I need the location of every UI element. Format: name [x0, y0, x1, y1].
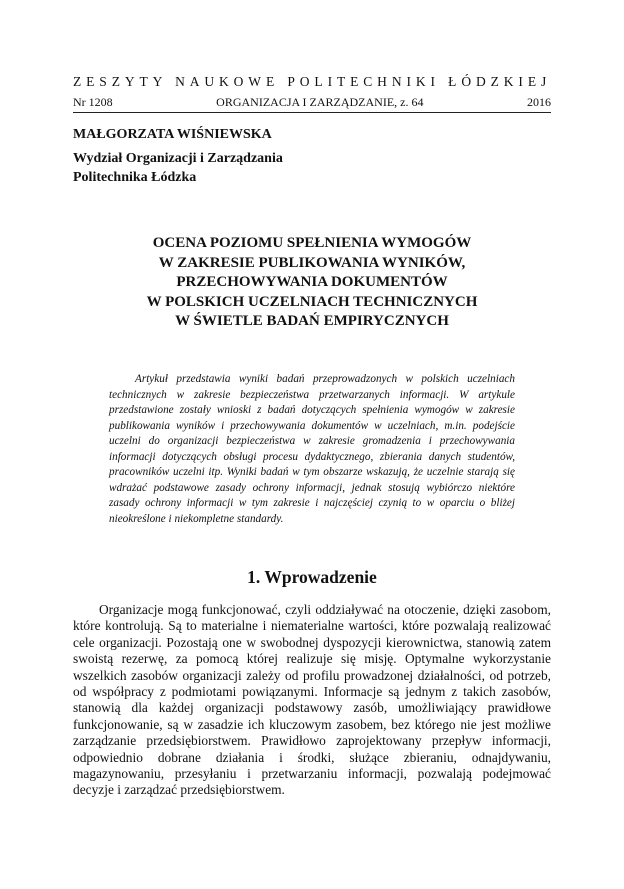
- issue-info: [73, 95, 551, 110]
- title-line: W POLSKICH UCZELNIACH TECHNICZNYCH: [146, 293, 478, 310]
- series-name: ORGANIZACJA I ZARZĄDZANIE, z. 64: [216, 95, 424, 109]
- title-line: W ŚWIETLE BADAŃ EMPIRYCZNYCH: [175, 313, 449, 329]
- issue-year: 2016: [526, 95, 551, 109]
- author-name: MAŁGORZATA WIŚNIEWSKA: [73, 127, 272, 142]
- title-line: W ZAKRESIE PUBLIKOWANIA WYNIKÓW,: [158, 254, 466, 271]
- section-heading: 1. Wprowadzenie: [247, 567, 377, 587]
- journal-name: ZESZYTY NAUKOWE POLITECHNIKI ŁÓDZKIEJ: [73, 74, 552, 89]
- author-university: Politechnika Łódzka: [73, 170, 197, 185]
- abstract: Artykuł przedstawia wyniki badań przeprowadzonych w polskich uczelniach technicznych w zakresie bezpieczeństwa przetwarzanych informacji. W artykule przedstawione zostały wnioski z badań dotyczących spełnienia wymogów w zakresie publikowania wyników i przechowywania dokumentów w uczelniach, m.in. podejście uczelni do organizacji bezpieczeństwa w zakresie gromadzenia i przechowywania informacji dotyczących obsługi procesu dydaktycznego, zbierania danych studentów, pracowników uczelni itp. Wyniki badań w tym obszarze wskazują, że uczelnie starają się wdrażać podstawowe zasady ochrony informacji, jednak stosują wybiórczo niektóre zasady ochrony informacji w tym zakresie i najczęściej czynią to w oparciu o bliżej nieokreślone i niekompletne standardy.: [109, 373, 515, 525]
- body-paragraph: Organizacje mogą funkcjonować, czyli oddziaływać na otoczenie, dzięki zasobom, które kontrolują. Są to materialne i niematerialne wartości, które pozwalają realizować cele organizacji. Pozostają one w swobodnej dyspozycji kierownictwa, stanowią zatem swoistą rezerwę, za pomocą której realizuje się misję. Optymalne wykorzystanie wszelkich zasobów organizacji zależy od profilu prowadzonej działalności, od potrzeb, od współpracy z podmiotami powiązanymi. Informacje są jednym z takich zasobów, stanowią dla każdej organizacji podstawowy zasób, umożliwiający prawidłowe funkcjonowanie, są w zasadzie ich kluczowym zasobem, bez którego nie jest możliwe zarządzanie przedsiębiorstwem. Prawidłowo zaprojektowany przepływ informacji, odpowiednio dobrane działania i środki, służące zbieraniu, odnajdywaniu, magazynowaniu, przesyłaniu i przetwarzaniu informacji, pozwalają podejmować decyzje i zarządzać przedsiębiorstwem.: [73, 602, 551, 798]
- title-line: PRZECHOWYWANIA DOKUMENTÓW: [176, 274, 448, 290]
- title-line: OCENA POZIOMU SPEŁNIENIA WYMOGÓW: [152, 235, 472, 251]
- issue-number: Nr 1208: [73, 95, 113, 109]
- author-faculty: Wydział Organizacji i Zarządzania: [73, 151, 283, 166]
- header-rule: [73, 112, 551, 113]
- paper-title: [73, 234, 551, 332]
